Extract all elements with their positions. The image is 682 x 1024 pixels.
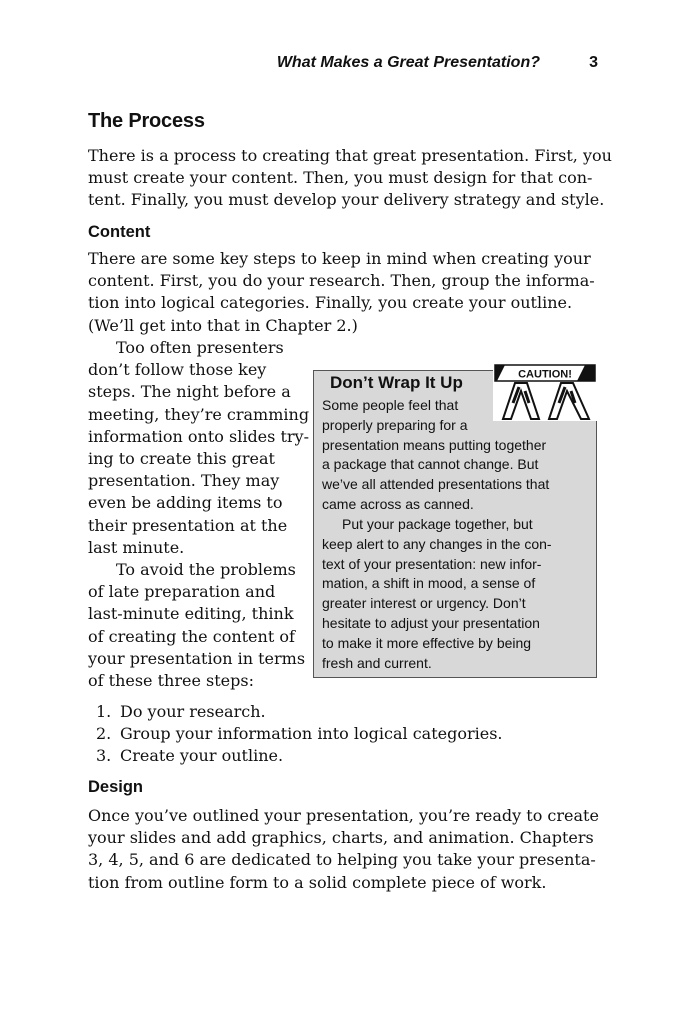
text-line: their presentation at the — [88, 515, 288, 535]
text-line: To avoid the problems — [116, 560, 296, 579]
text-line: There is a process to creating that great presentation. First, you — [88, 146, 612, 165]
text-line: hesitate to adjust your presentation — [322, 614, 540, 631]
text-line: Once you’ve outlined your presentation, you’re ready to create — [88, 806, 599, 825]
text-line: last minute. — [88, 537, 185, 557]
text-line: a package that cannot change. But — [322, 456, 539, 473]
text-line: must create your content. Then, you must design for that con- — [88, 168, 593, 188]
text-line: keep alert to any changes in the con- — [322, 535, 552, 552]
text-line: Some people feel that — [322, 397, 459, 413]
text-line: There are some key steps to keep in mind when creating your — [88, 249, 591, 268]
text-line: we’ve all attended presentations that — [322, 476, 550, 493]
list-item: 3. Create your outline. — [96, 746, 284, 766]
text-line: last-minute editing, think — [88, 604, 294, 624]
steps-list — [96, 701, 503, 768]
text-line: presentation means putting together — [322, 436, 547, 453]
sidebar-paragraph-2 — [322, 515, 552, 673]
text-line: properly preparing for a — [322, 416, 468, 433]
text-line: ing to create this great — [88, 449, 275, 469]
content-heading: Content — [88, 223, 151, 241]
design-heading: Design — [88, 778, 144, 796]
text-line: your presentation in terms — [88, 648, 306, 668]
text-line: meeting, they’re cramming — [88, 404, 310, 424]
caution-sign-icon — [493, 363, 597, 421]
section-title: The Process — [88, 110, 205, 132]
text-line: Put your package together, but — [342, 516, 533, 532]
text-line: greater interest or urgency. Don’t — [322, 595, 526, 612]
text-line: tion into logical categories. Finally, you create your outline. — [88, 293, 573, 313]
content-paragraph-2 — [88, 337, 310, 559]
running-title: What Makes a Great Presentation? — [276, 54, 540, 71]
text-line: tion from outline form to a solid complete piece of work. — [88, 872, 547, 892]
text-line: fresh and current. — [322, 654, 432, 671]
intro-paragraph — [88, 145, 612, 212]
list-item: 2. Group your information into logical categories. — [96, 724, 503, 744]
text-line: even be adding items to — [88, 493, 283, 513]
list-item: 1. Do your research. — [96, 702, 266, 721]
text-line: Too often presenters — [116, 338, 284, 357]
text-line: steps. The night before a — [88, 382, 291, 402]
text-line: to make it more effective by being — [322, 634, 532, 651]
text-line: text of your presentation: new infor- — [322, 555, 542, 572]
text-line: don’t follow those key — [88, 360, 267, 380]
text-line: information onto slides try- — [88, 426, 309, 446]
text-line: of these three steps: — [88, 671, 254, 691]
text-line: of late preparation and — [88, 582, 276, 602]
design-paragraph — [88, 805, 598, 894]
text-line: (We’ll get into that in Chapter 2.) — [88, 315, 358, 335]
page-number: 3 — [589, 54, 598, 71]
running-header — [88, 54, 598, 76]
text-line: came across as canned. — [322, 495, 474, 512]
text-line: your slides and add graphics, charts, and animation. Chapters — [88, 828, 594, 848]
content-paragraph-1 — [88, 248, 598, 337]
text-line: of creating the content of — [88, 626, 295, 646]
text-line: content. First, you do your research. Then, group the informa- — [88, 271, 595, 291]
text-line: presentation. They may — [88, 471, 280, 491]
text-line: mation, a shift in mood, a sense of — [322, 575, 536, 592]
text-line: 3, 4, 5, and 6 are dedicated to helping you take your presenta- — [88, 850, 596, 870]
content-paragraph-3 — [88, 559, 310, 692]
caution-badge-text: CAUTION! — [518, 368, 572, 381]
sidebar-title: Don’t Wrap It Up — [330, 373, 463, 392]
text-line: tent. Finally, you must develop your delivery strategy and style. — [88, 190, 605, 210]
